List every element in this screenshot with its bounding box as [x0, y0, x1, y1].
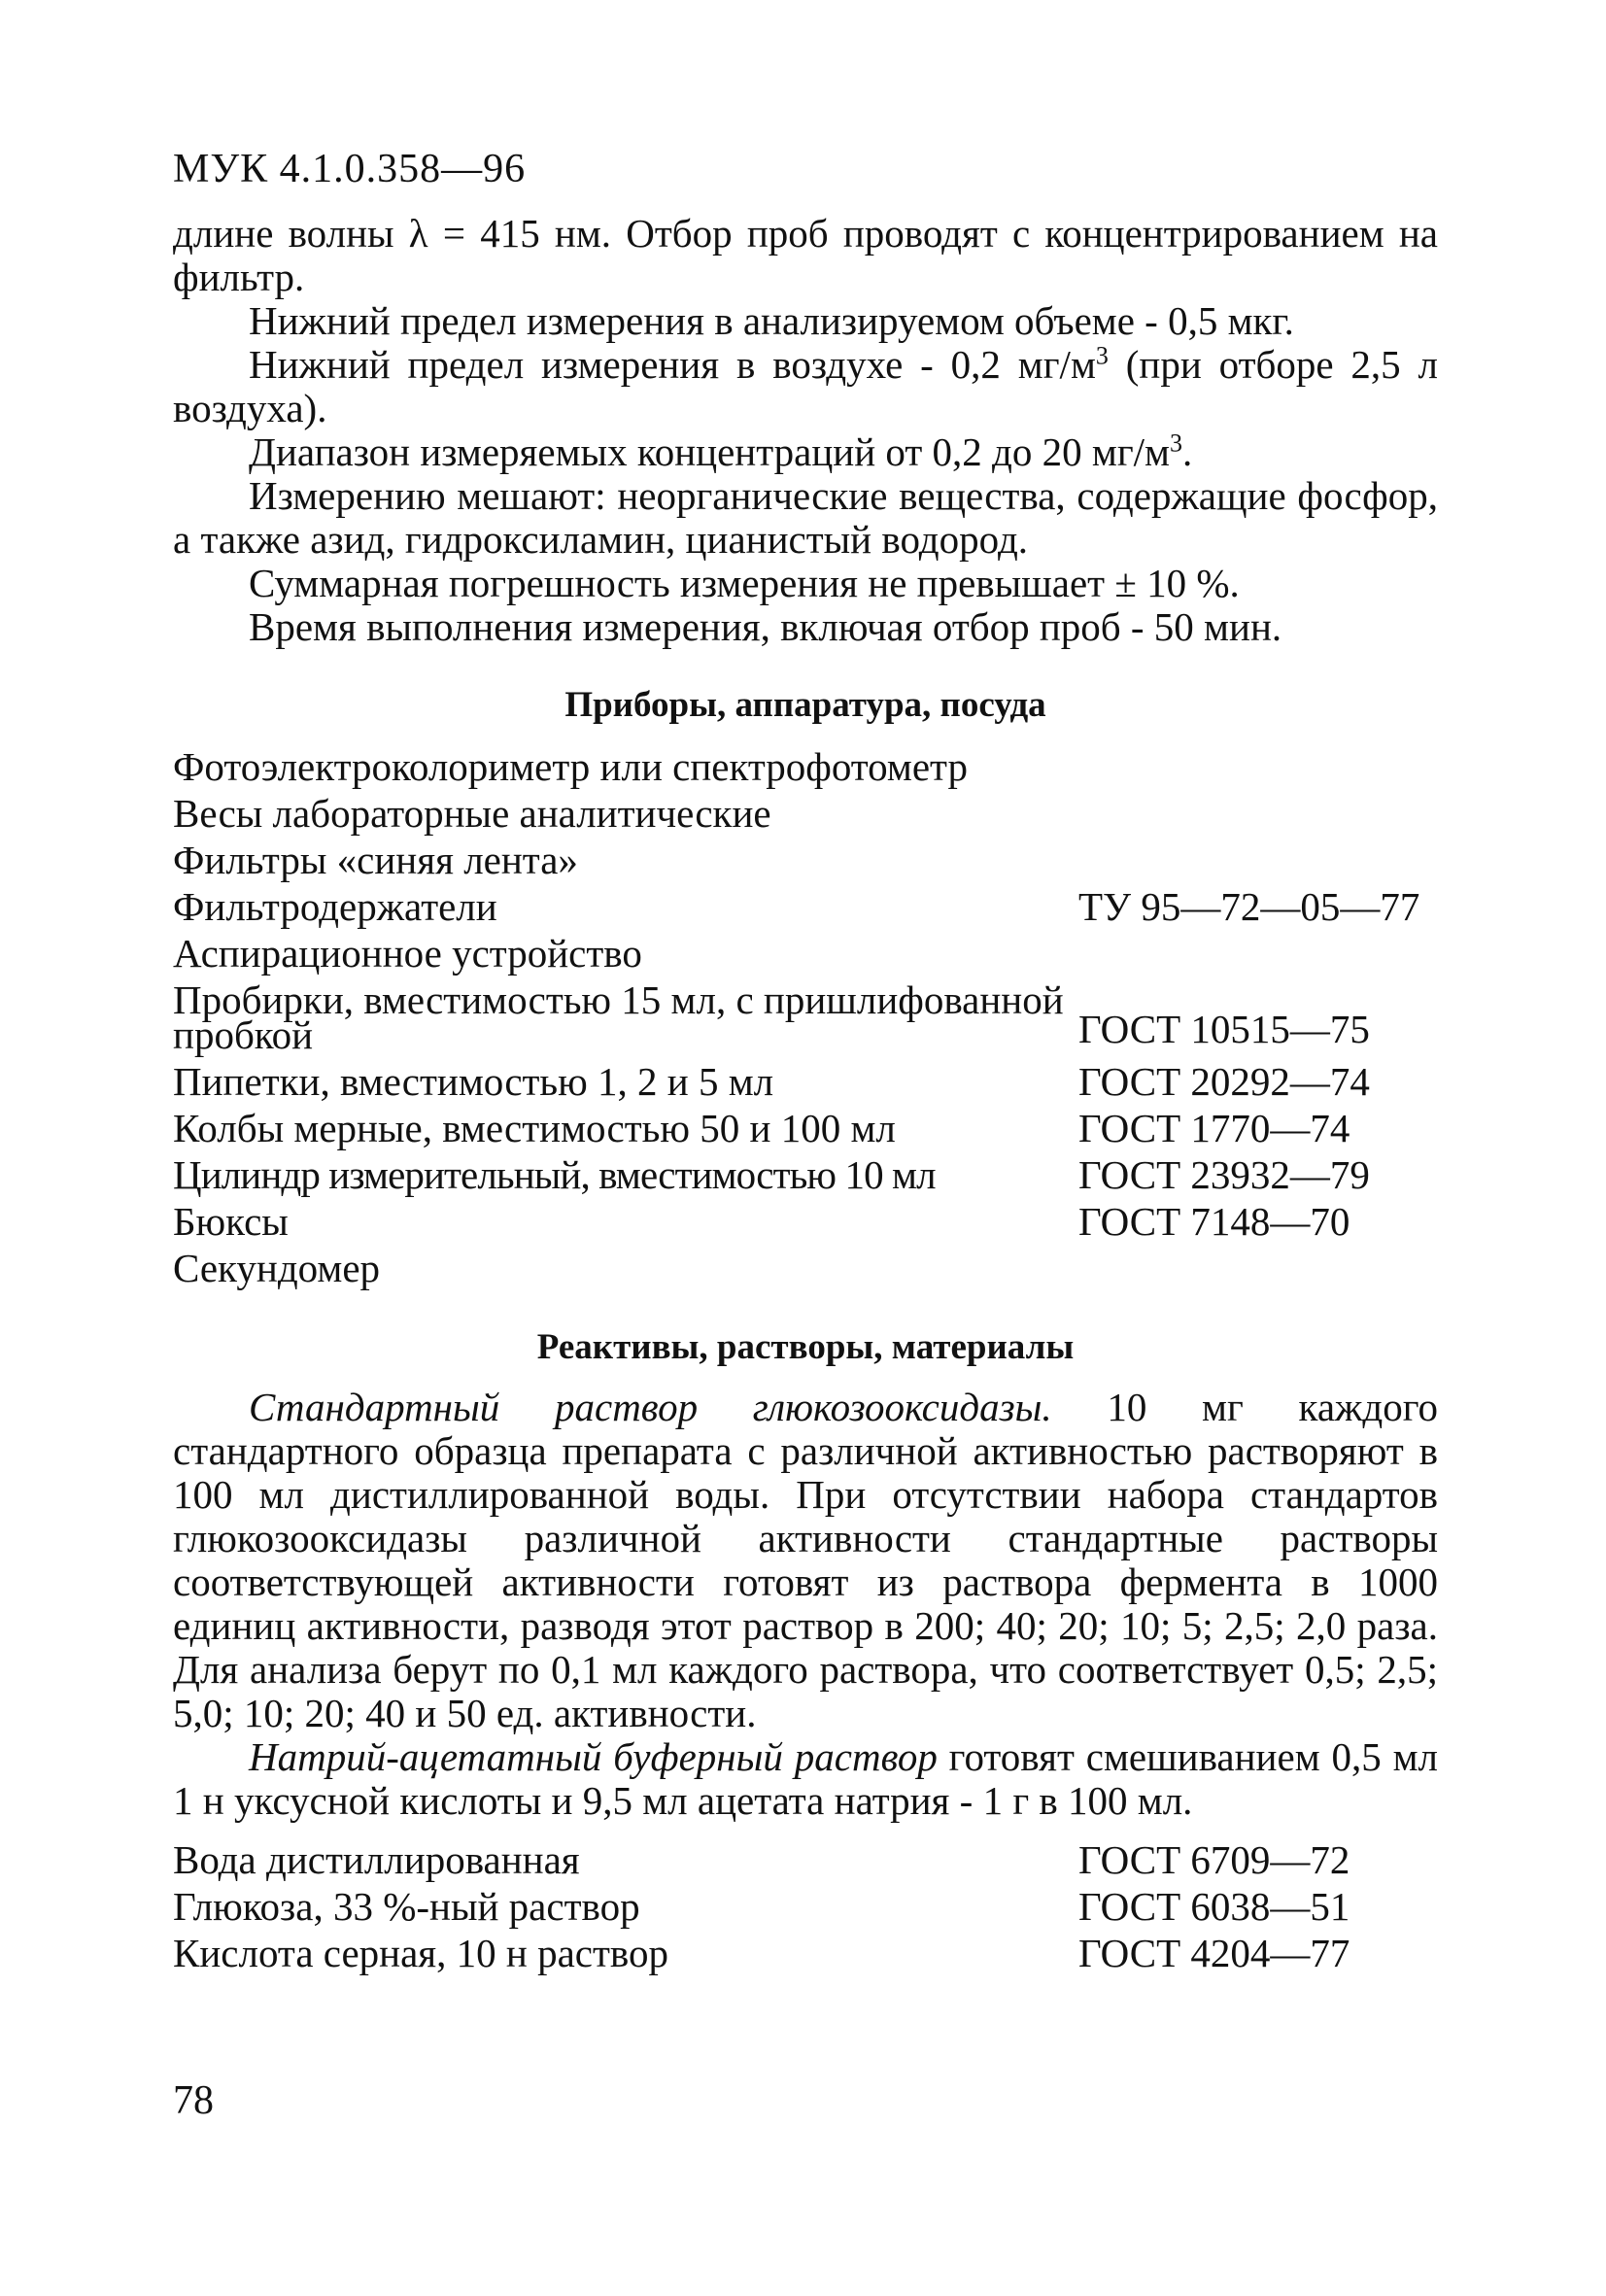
- equipment-item-name: Пипетки, вместимостью 1, 2 и 5 мл: [173, 1059, 774, 1104]
- equipment-item-standard: ГОСТ 23932—79: [1078, 1152, 1370, 1197]
- equipment-item-standard: ГОСТ 7148—70: [1078, 1199, 1350, 1244]
- standard-solution-paragraph: [173, 1386, 1438, 1735]
- equipment-item: [173, 837, 1438, 883]
- page-number: 78: [173, 2078, 214, 2123]
- document-page: [173, 146, 1438, 1976]
- equipment-item: [173, 1058, 1438, 1105]
- equipment-item-name: Весы лабораторные аналитические: [173, 791, 771, 836]
- standard-solution-text: 10 мг каждого стандартного образца препарата с различной активностью растворяют в 100 мл дистиллированной воды. При отсутствии набора стандартов глюкозооксидазы различной активности стандартные растворы соответствующей активности готовят из раствора фермента в 1000 единиц активности, разводя этот раствор в 200; 40; 20; 10; 5; 2,5; 2,0 раза. Для анализа берут по 0,1 мл каждого раствора, что соответствует 0,5; 2,5; 5,0; 10; 20; 40 и 50 ед. активности.: [173, 1385, 1438, 1735]
- intro-paragraph-7: Время выполнения измерения, включая отбор проб - 50 мин.: [249, 604, 1282, 649]
- buffer-solution-text: готовят смешиванием 0,5 мл 1 н уксусной кислоты и 9,5 мл ацетата натрия - 1 г в 100 мл.: [173, 1734, 1438, 1823]
- intro-paragraph-1: длине волны λ = 415 нм. Отбор проб проводят с концентрированием на фильтр.: [173, 211, 1438, 299]
- intro-paragraph-3-text-b: (при отборе 2,5 л воздуха).: [173, 342, 1438, 430]
- equipment-item-standard: [1078, 790, 1438, 837]
- buffer-solution-paragraph: [173, 1735, 1438, 1823]
- standard-solution-term: Стандартный раствор глюкозооксидазы.: [249, 1385, 1052, 1429]
- reagents-section-title: Реактивы, растворы, материалы: [536, 1327, 1075, 1367]
- intro-paragraph-4-text-b: .: [1182, 429, 1193, 474]
- equipment-item-standard: ГОСТ 10515—75: [1078, 1007, 1370, 1051]
- intro-paragraph-4: [173, 430, 1438, 474]
- intro-paragraph-6: Суммарная погрешность измерения не превышает ± 10 %.: [249, 561, 1240, 605]
- equipment-item: [173, 743, 1438, 790]
- reagents-list: [173, 1836, 1438, 1976]
- equipment-item-name: Фотоэлектроколориметр или спектрофотометр: [173, 744, 968, 789]
- equipment-item: [173, 790, 1438, 837]
- equipment-item: [173, 1245, 1438, 1291]
- equipment-item-name: Бюксы: [173, 1199, 289, 1244]
- equipment-item-name: Колбы мерные, вместимостью 50 и 100 мл: [173, 1106, 896, 1150]
- equipment-item-standard: [1078, 837, 1438, 883]
- equipment-item: [173, 1151, 1438, 1198]
- equipment-item-standard: [1078, 930, 1438, 977]
- equipment-section-title: Приборы, аппаратура, посуда: [564, 685, 1046, 725]
- reagent-item-standard: ГОСТ 6709—72: [1078, 1837, 1350, 1882]
- equipment-list: [173, 743, 1438, 1291]
- equipment-item-name: Аспирационное устройство: [173, 931, 642, 976]
- equipment-item-name: Цилиндр измерительный, вместимостью 10 мл: [173, 1152, 936, 1197]
- intro-paragraph-3-text-a: Нижний предел измерения в воздухе - 0,2 мг/м: [249, 342, 1096, 387]
- equipment-item-name: Фильтродержатели: [173, 884, 497, 929]
- reagent-item-name: Кислота серная, 10 н раствор: [173, 1931, 668, 1975]
- reagent-item: [173, 1883, 1438, 1930]
- equipment-item: [173, 1198, 1438, 1245]
- equipment-item-standard: [1078, 1245, 1438, 1291]
- intro-paragraph-2: Нижний предел измерения в анализируемом объеме - 0,5 мкг.: [249, 298, 1294, 343]
- superscript-cube: 3: [1170, 428, 1182, 458]
- reagent-item: [173, 1930, 1438, 1976]
- reagent-item-name: Глюкоза, 33 %-ный раствор: [173, 1884, 640, 1929]
- intro-paragraph-5: Измерению мешают: неорганические вещества, содержащие фосфор, а также азид, гидроксиламин, цианистый водород.: [173, 473, 1438, 562]
- reagent-item-standard: ГОСТ 6038—51: [1078, 1884, 1350, 1929]
- equipment-item-standard: ГОСТ 20292—74: [1078, 1059, 1370, 1104]
- equipment-item-name: Фильтры «синяя лента»: [173, 838, 578, 882]
- equipment-item-name: Секундомер: [173, 1246, 381, 1290]
- equipment-item: [173, 1105, 1438, 1151]
- intro-paragraph-4-text-a: Диапазон измеряемых концентраций от 0,2 до 20 мг/м: [249, 429, 1170, 474]
- equipment-item: [173, 930, 1438, 977]
- equipment-item-standard: [1078, 743, 1438, 790]
- equipment-item: [173, 883, 1438, 930]
- equipment-item-name: Пробирки, вместимостью 15 мл, с пришлифованной пробкой: [173, 977, 1064, 1057]
- equipment-item-standard: ГОСТ 1770—74: [1078, 1106, 1350, 1150]
- equipment-item-standard: ТУ 95—72—05—77: [1078, 884, 1420, 929]
- equipment-item: [173, 977, 1438, 1057]
- buffer-solution-term: Натрий-ацетатный буферный раствор: [249, 1734, 938, 1779]
- intro-paragraph-3: [173, 343, 1438, 430]
- reagent-item: [173, 1836, 1438, 1883]
- reagent-item-name: Вода дистиллированная: [173, 1837, 580, 1882]
- superscript-cube: 3: [1095, 341, 1109, 370]
- running-head: МУК 4.1.0.358—96: [173, 147, 527, 191]
- reagent-item-standard: ГОСТ 4204—77: [1078, 1931, 1350, 1975]
